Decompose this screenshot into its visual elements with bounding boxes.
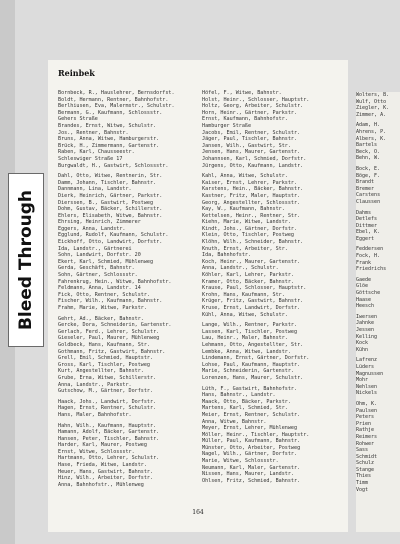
directory-entry: Mohr (356, 377, 369, 384)
directory-entry: Lafrenz (356, 357, 378, 364)
directory-entry: Sohn, Gärtner, Schlossstr. (58, 272, 138, 279)
directory-entry: Claussen (356, 198, 381, 205)
directory-entry: Bornbeck, R., Hauslehrer, Bernsdorfst. (58, 90, 175, 96)
directory-entry: Magnussen (356, 370, 384, 377)
directory-entry: Gerlach, Ferd., Lehrer, Schulstr. (58, 328, 160, 335)
directory-entry: Klein, Otto, Tischler, Postweg (202, 232, 295, 239)
directory-entry: Knuth, Ernst, Arbeiter, Str. (202, 245, 288, 252)
directory-entry: Gross, Karl, Tischler, Postweg (58, 361, 151, 368)
directory-entry: Frank (356, 259, 372, 266)
directory-entry: Egglund, Rudolf, Kaufmann, Schulstr. (58, 232, 169, 239)
directory-entry: Lindemann, Ernst, Gärtner, Dorfstr. (202, 355, 310, 362)
directory-entry: Prien (356, 420, 372, 427)
directory-entry: Kruse, Ernst, Landwirt, Dorfstr. (202, 305, 301, 311)
directory-entry: Kastner, Fritz, Maler, Hauptstr. (202, 192, 301, 199)
directory-entry: Ebel, K. (356, 229, 381, 236)
directory-entry: Nagel, Wilh., Gärtner, Dorfstr. (202, 451, 298, 458)
directory-entry: Hamann, Adolf, Bäcker, Gartenstr. (58, 429, 160, 436)
directory-entry: Rohwer (356, 440, 375, 447)
directory-entry: Peters (356, 414, 375, 421)
directory-entry: Wolters, B. (356, 92, 390, 98)
directory-entry: Reimers (356, 433, 378, 440)
directory-entry: Gerda, Geschäft, Bahnstr. (58, 265, 135, 272)
directory-entry: Beck, O. (356, 148, 381, 155)
directory-entry: Jos., Rentner, Bahnstr. (58, 129, 129, 136)
directory-entry: Hansen, Peter, Tischler, Bahnstr. (58, 435, 160, 442)
directory-entry: Kahl, Anna, Witwe, Schulstr. (202, 173, 288, 180)
directory-entry: Iwersen (356, 313, 378, 320)
directory-entry: Timm (356, 480, 369, 487)
directory-entry: Ziegler, K. (356, 105, 390, 112)
directory-entry: Anna, Landstr., Schulstr. (202, 265, 279, 272)
directory-entry: Lorenzen, Hans, Maurer, Schulstr. (202, 374, 304, 381)
directory-entry: Maack, Otto, Bäcker, Parkstr. (202, 398, 291, 405)
directory-entry: Rathje (356, 427, 375, 434)
directory-entry: Brandt (356, 179, 375, 186)
directory-entry: Holst, Heinr., Schlosser, Hauptstr. (202, 96, 310, 103)
directory-entry: Meyer, Ernst, Lehrer, Mühlenweg (202, 425, 298, 432)
page-header: Reinbek (58, 68, 95, 78)
directory-entry: Bermann, G., Kaufmann, Schlossstr. (58, 109, 163, 116)
directory-entry: Ehrsing, Heinrich, Zimmerer (58, 219, 141, 226)
directory-entry: Kock (356, 340, 369, 347)
directory-entry: Stange (356, 466, 375, 473)
directory-entry: Goldbeck, Hans, Kaufmann, Str. (58, 341, 151, 348)
directory-entry: Haack, Johs., Landwirt, Dorfstr. (58, 398, 157, 405)
right-column (202, 90, 340, 484)
directory-entry: Lassen, Karl, Tischler, Postweg (202, 328, 298, 335)
directory-entry: Koch, Heinr., Maurer, Gartenstr. (202, 258, 301, 265)
directory-entry: Grell, Emil, Schmied, Hauptstr. (58, 355, 154, 362)
directory-entry: Klöhn, Wilh., Schneider, Bahnstr. (202, 239, 304, 246)
directory-entry: Göttsche (356, 290, 381, 297)
directory-entry: Ehlers, Elisabeth, Witwe, Bahnstr. (58, 212, 163, 219)
directory-entry: Müller, Paul, Kaufmann, Bahnstr. (202, 438, 301, 445)
directory-entry: Gercke, Dora, Schneiderin, Gartenstr. (58, 322, 172, 329)
bleed-through-label: Bleed Through (16, 189, 36, 331)
directory-entry: Krause, Paul, Schlosser, Hauptstr. (202, 285, 307, 292)
directory-entry: Ernst, Kaufmann, Bahnhofstr. (202, 116, 288, 123)
directory-entry: Schleswiger Straße 17 (58, 155, 123, 162)
directory-entry: Fick, Otto, Rentner, Schulstr. (58, 291, 151, 298)
directory-entry: Boldt, Hermann, Rentner, Bahnhofstr. (58, 96, 169, 103)
directory-entry: Kühn (356, 346, 369, 353)
directory-entry: Kindt, Johs., Gärtner, Dorfstr. (202, 225, 298, 232)
directory-entry: Dohm, Gustav, Bäcker, Schillerstr. (58, 206, 163, 213)
directory-entry: Kaiser, Ernst, Lehrer, Parkstr. (202, 179, 298, 186)
directory-entry: Gieseler, Paul, Maurer, Mühlenweg (58, 335, 160, 342)
left-column (58, 90, 196, 488)
directory-entry: Lüders (356, 363, 375, 370)
directory-entry: Hahn, Wilh., Kaufmann, Hauptstr. (58, 422, 157, 429)
directory-entry: Haase (356, 296, 372, 303)
directory-entry: Meier, Ernst, Rentner, Schulstr. (202, 411, 301, 418)
directory-entry: Eggers, Anna, Landstr. (58, 225, 126, 232)
directory-entry: Berlhiusen, Eva, Malermstr., Schulstr. (58, 103, 175, 110)
directory-entry: Wulf, Otto (356, 98, 387, 105)
directory-entry: Jäger, Paul, Tischler, Bahnstr. (202, 136, 298, 143)
directory-entry: Dahms (356, 209, 372, 216)
directory-entry: Anna, Landstr., Parkstr. (58, 381, 132, 388)
directory-entry: Friedrichs (356, 266, 387, 273)
directory-entry: Fock, H. (356, 253, 381, 260)
directory-entry: Köhler, Karl, Lehrer, Parkstr. (202, 272, 295, 279)
directory-entry: Jacobs, Emil, Rentner, Schulstr. (202, 129, 301, 136)
directory-entry: Möller, Heinr., Tischler, Hauptstr. (202, 431, 310, 438)
directory-entry: Jahnke (356, 320, 375, 327)
directory-entry: Nissen, Hans, Maurer, Landstr. (202, 471, 295, 478)
directory-entry: Kelling (356, 333, 378, 340)
directory-entry: Fischer, Wilh., Kaufmann, Bahnstr. (58, 298, 163, 305)
directory-entry: Brandes, Ernst, Witwe, Schulstr. (58, 122, 157, 129)
directory-entry: Georg, Angestellter, Schlossstr. (202, 199, 301, 206)
directory-page (48, 60, 348, 532)
directory-entry: Lembke, Anna, Witwe, Landstr. (202, 348, 291, 355)
directory-entry: Brück, H., Zimmermann, Gartenstr. (58, 142, 160, 149)
directory-entry: Hamburger Straße (202, 122, 252, 129)
directory-entry: Jansen, Wilh., Gastwirt, Str. (202, 142, 291, 149)
directory-entry: Kühl, Anna, Witwe, Schulstr. (202, 311, 288, 318)
directory-entry: Paulsen (356, 407, 378, 414)
directory-entry: Albers, K. (356, 135, 387, 142)
directory-entry: Damm, Johann, Tischler, Bahnstr. (58, 179, 157, 186)
directory-entry: Hagen, Ernst, Rentner, Schulstr. (58, 405, 157, 412)
directory-entry: Feddersen (356, 246, 384, 253)
directory-entry: Sohn, Landwirt, Dorfstr. 20 (58, 252, 141, 259)
directory-entry: Dahl, Otto, Witwe, Rentnerin, Str. (58, 173, 163, 180)
directory-entry: Vogt (356, 486, 369, 493)
directory-entry: Zimmer, A. (356, 111, 387, 118)
directory-entry: Krüger, Fritz, Gastwirt, Bahnstr. (202, 298, 304, 305)
directory-entry: Raben, Karl, Chausseestr. (58, 149, 135, 156)
directory-entry: Münster, Otto, Arbeiter, Postweg (202, 444, 301, 451)
directory-entry: Ohm, K. (356, 400, 378, 407)
directory-entry: Höfel, F., Witwe, Bahnstr. (202, 90, 282, 96)
directory-entry: Hase, Frieda, Witwe, Landstr. (58, 462, 147, 469)
directory-entry: Ida, Landstr., Gärtnerei (58, 245, 132, 252)
directory-entry: Heuer, Hans, Gastwirt, Bahnstr. (58, 468, 154, 475)
directory-entry: Gaede (356, 276, 372, 283)
directory-entry: Sass (356, 447, 369, 454)
directory-entry: Harder, Karl, Maurer, Postweg (58, 442, 147, 449)
directory-entry: Lau, Heinr., Maler, Bahnstr. (202, 335, 288, 342)
directory-entry: Ida, Bahnhofstr. (202, 252, 252, 259)
directory-entry: Hans, Bahnstr., Landstr. (202, 392, 276, 399)
directory-entry: Nehlsen (356, 383, 378, 390)
directory-entry: Hinz, Wilh., Arbeiter, Dorfstr. (58, 475, 154, 482)
directory-entry: Ahrens, P. (356, 128, 387, 135)
directory-entry: Kurt, Angestellter, Bahnstr. (58, 368, 144, 375)
directory-entry: Fahrenkrug, Hein., Witwe, Bahnhofstr. (58, 278, 172, 285)
directory-entry: Gothmann, Fritz, Gastwirt, Bahnstr. (58, 348, 166, 355)
directory-entry: Carstens (356, 192, 381, 199)
directory-entry: Burgwaldt, H., Gastwirt, Schlossstr. (58, 162, 169, 169)
directory-entry: Grube, Erna, Witwe, Schillerstr. (58, 374, 157, 381)
directory-entry: Gehers Straße (58, 116, 98, 123)
directory-entry: Lüth, F., Gastwirt, Bahnhofstr. (202, 385, 298, 392)
adjacent-page-fragment (356, 92, 400, 532)
directory-entry: Anna, Witwe, Bahnstr. (202, 418, 267, 425)
directory-entry: Martens, Karl, Schmied, Str. (202, 405, 288, 412)
directory-entry: Kettelsen, Heinr., Rentner, Str. (202, 212, 301, 219)
directory-entry: Feldmann, Anna, Landstr. 14 (58, 285, 141, 292)
directory-entry: Jessen (356, 327, 375, 333)
directory-entry: Eickhoff, Otto, Landwirt, Dorfstr. (58, 239, 163, 246)
directory-entry: Dannmann, Lina, Landstr. (58, 186, 132, 193)
directory-entry: Bruns, Anna, Witwe, Hamburgerstr. (58, 136, 160, 143)
directory-entry: Kramer, Otto, Bäcker, Bahnstr. (202, 278, 295, 285)
page-number: 164 (192, 509, 204, 516)
directory-entry: Detlefs (356, 216, 378, 223)
directory-entry: Hartmann, Otto, Lehrer, Schulstr. (58, 455, 160, 462)
directory-entry: Ernst, Witwe, Schlossstr. (58, 448, 135, 455)
directory-entry: Neumann, Karl, Maler, Gartenstr. (202, 464, 301, 471)
directory-entry: Johannsen, Karl, Schmied, Dorfstr. (202, 155, 307, 162)
directory-entry: Glöe (356, 283, 369, 290)
directory-entry: Heesch (356, 303, 375, 310)
directory-entry: Marie, Witwe, Schlossstr. (202, 458, 279, 465)
directory-entry: Frahm, Marie, Witwe, Parkstr. (58, 305, 147, 311)
directory-entry: Ekert, Karl, Schmied, Mühlenweg (58, 258, 154, 265)
directory-entry: Böge, F. (356, 172, 381, 179)
directory-entry: Bremer (356, 185, 375, 192)
directory-entry: Adam, H. (356, 122, 381, 129)
directory-entry: Jensen, Hans, Maurer, Gartenstr. (202, 149, 301, 156)
directory-entry: Hans, Maler, Bahnhofstr. (58, 411, 132, 418)
directory-entry: Krohn, Hans, Kaufmann, Str. (202, 291, 285, 298)
directory-entry: Dierssen, B., Gastwirt, Postweg (58, 199, 154, 206)
directory-entry: Behn, W. (356, 155, 381, 162)
directory-entry: Lehmann, Otto, Angestellter, Str. (202, 341, 304, 348)
directory-entry: Dittmer (356, 222, 378, 229)
directory-entry: Schmidt (356, 453, 378, 460)
directory-entry: Gutschow, M., Gärtner, Dorfstr. (58, 388, 154, 395)
directory-entry: Schulz (356, 460, 375, 467)
directory-entry: Ohlsen, Fritz, Schmied, Bahnstr. (202, 477, 301, 484)
directory-entry: Horn, Heinr., Gärtner, Parkstr. (202, 109, 298, 116)
directory-entry: Dierk, Heinrich, Gärtner, Parkstr. (58, 192, 163, 199)
directory-entry: Karstens, Hein., Bäcker, Bahnstr. (202, 186, 304, 193)
directory-entry: Eggert (356, 235, 375, 242)
directory-entry: Gehrt, Ad., Bäcker, Bahnstr. (58, 315, 144, 322)
directory-entry: Kay, W., Kaufmann, Bahnstr. (202, 206, 285, 213)
directory-entry: Lohse, Paul, Kaufmann, Hauptstr. (202, 361, 301, 368)
directory-entry: Lange, Wilh., Rentner, Parkstr. (202, 322, 298, 329)
directory-entry: Jürgens, Otto, Kaufmann, Landstr. (202, 162, 304, 169)
directory-entry: Marie, Schneiderin, Gartenstr. (202, 368, 295, 375)
directory-entry: Bock, E. (356, 165, 381, 172)
directory-entry: Holtz, Georg, Arbeiter, Schulstr. (202, 103, 304, 110)
directory-entry: Anna, Bahnhofstr., Mühlenweg (58, 481, 144, 488)
directory-entry: Nickels (356, 390, 378, 397)
directory-entry: Bartels (356, 142, 378, 149)
directory-entry: Kiehn, Marie, Witwe, Landstr. (202, 219, 291, 226)
directory-entry: Thies (356, 473, 372, 480)
